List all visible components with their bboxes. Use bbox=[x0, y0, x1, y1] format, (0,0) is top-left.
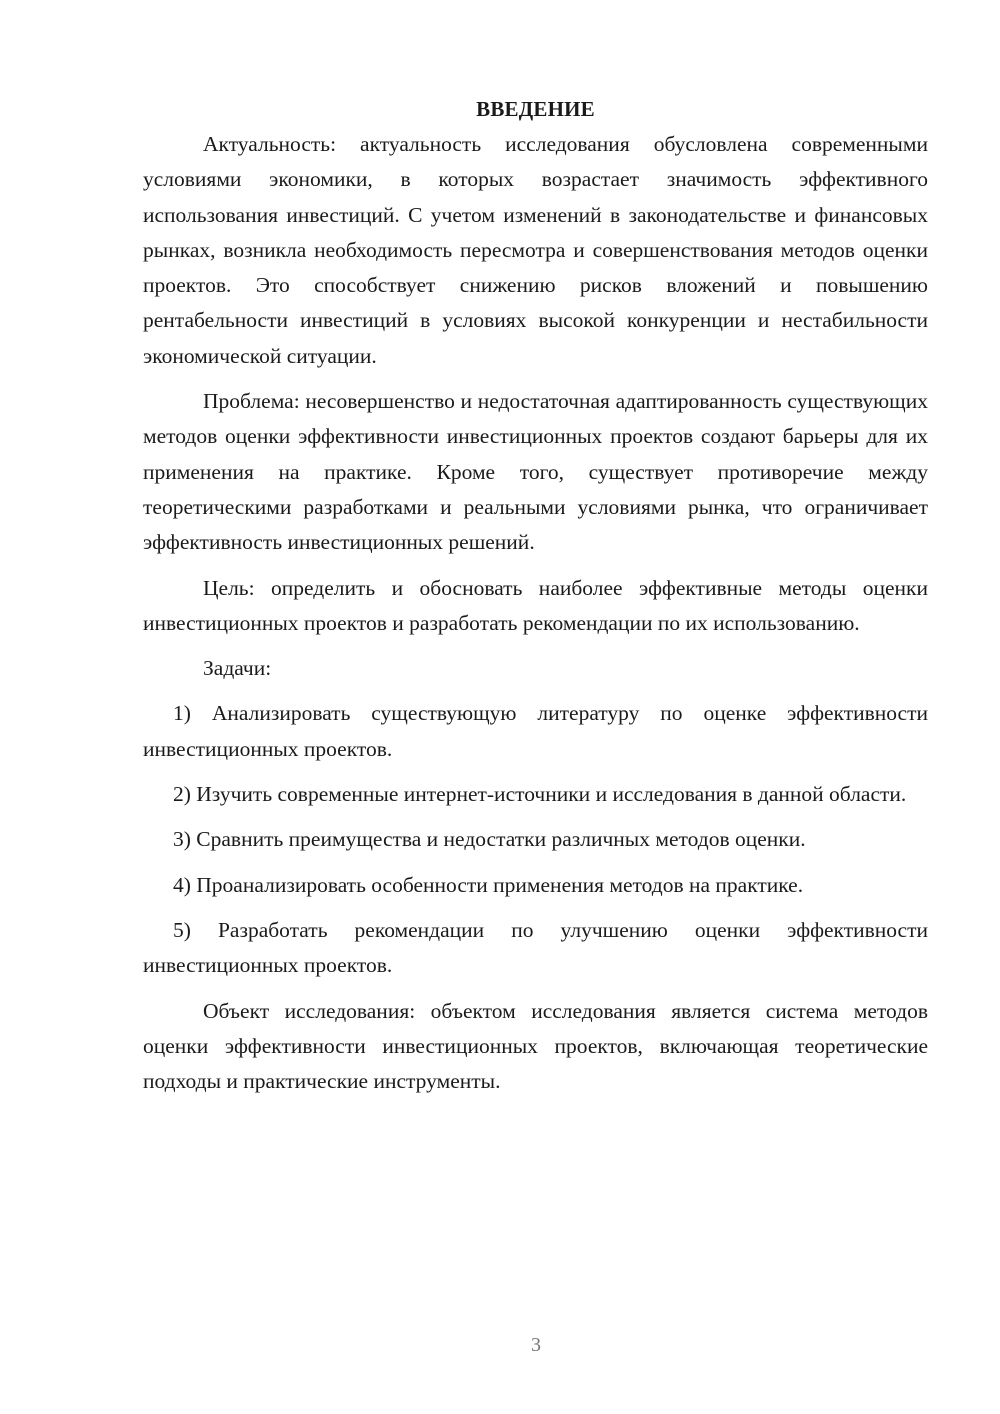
task-item-5: 5) Разработать рекомендации по улучшению оценки эффективности инвестиционных проектов. bbox=[143, 917, 928, 978]
problem-paragraph: Проблема: несовершенство и недостаточная адаптированность существующих методов оценки эффективности инвестиционных проектов создают барьеры для их применения на практике. Кроме того, существует противоречие между теоретическими разработками и реальными условиями рынка, что ограничивает эффективность инвестиционных решений. bbox=[143, 389, 928, 555]
page-number: 3 bbox=[531, 1334, 541, 1356]
tasks-label: Задачи: bbox=[203, 656, 272, 681]
task-item-4: 4) Проанализировать особенности применения методов на практике. bbox=[173, 872, 804, 897]
task-item-2: 2) Изучить современные интернет-источники и исследования в данной области. bbox=[173, 782, 907, 807]
section-heading: ВВЕДЕНИЕ bbox=[476, 97, 595, 121]
object-paragraph: Объект исследования: объектом исследования является система методов оценки эффективности инвестиционных проектов, включающая теоретические подходы и практические инструменты. bbox=[143, 998, 928, 1094]
relevance-paragraph: Актуальность: актуальность исследования обусловлена современными условиями экономики, в которых возрастает значимость эффективного использования инвестиций. С учетом изменений в законодательстве и финансовых рынках, возникла необходимость пересмотра и совершенствования методов оценки проектов. Это способствует снижению рисков вложений и повышению рентабельности инвестиций в условиях высокой конкуренции и нестабильности экономической ситуации. bbox=[143, 132, 928, 368]
goal-paragraph: Цель: определить и обосновать наиболее эффективные методы оценки инвестиционных проектов и разработать рекомендации по их использованию. bbox=[143, 575, 928, 635]
task-item-1: 1) Анализировать существующую литературу по оценке эффективности инвестиционных проектов. bbox=[143, 701, 928, 761]
document-page bbox=[143, 92, 928, 1099]
task-item-3: 3) Сравнить преимущества и недостатки различных методов оценки. bbox=[173, 827, 806, 852]
